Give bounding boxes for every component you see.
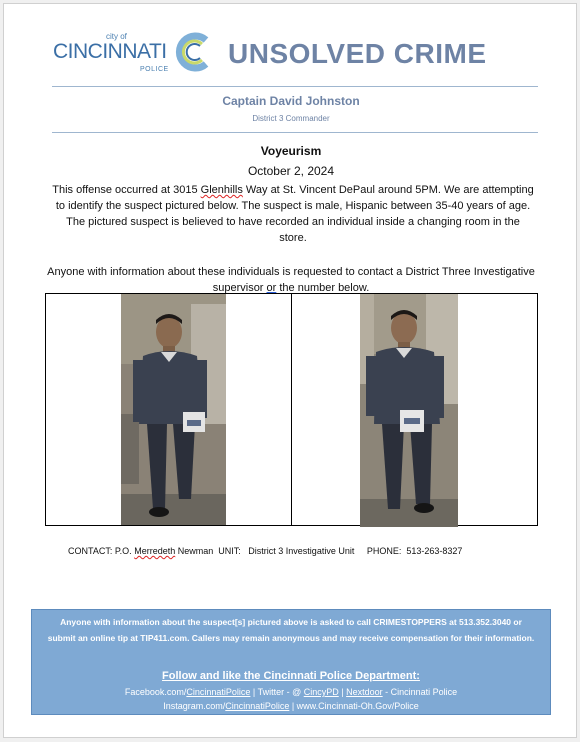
follow-heading: Follow and like the Cincinnati Police Department: (162, 670, 420, 682)
captain-name: Captain David Johnston (222, 94, 360, 108)
instagram-link[interactable]: CincinnatiPolice (225, 701, 290, 711)
logo-dept-text: POLICE (140, 66, 169, 73)
flyer-header (48, 30, 538, 82)
contact-officer-last: Newman (177, 546, 214, 556)
appeal-text-c: the number below. (276, 282, 370, 294)
appeal-text-a: Anyone with information about these individuals is requested to contact a District Three Investigative supervisor (47, 266, 535, 294)
contact-label: CONTACT: P.O. (68, 546, 132, 556)
contact-line (68, 546, 462, 556)
contact-phone: 513-263-8327 (406, 546, 463, 556)
appeal-text-or: or (266, 282, 277, 294)
crimestoppers-message: Anyone with information about the suspect[s] pictured above is asked to call CRIMESTOPPERS at 513.352.3040 or submit an online tip at TIP411.com. Callers may remain anonymous and may receive compensation for their information. (47, 617, 535, 643)
suspect-photos-table (45, 293, 538, 526)
contact-unit-label: UNIT: (218, 546, 241, 556)
flyer-page (3, 3, 577, 738)
facebook-link[interactable]: CincinnatiPolice (186, 687, 251, 697)
twitter-prefix: | Twitter - @ (250, 687, 304, 697)
social-links-line-1 (32, 687, 550, 697)
header-divider-top (52, 86, 538, 87)
instagram-prefix: Instagram.com/ (163, 701, 226, 711)
contact-officer-first: Merredeth (134, 546, 176, 556)
cincinnati-c-logo-icon (172, 30, 216, 74)
logo-city-text: city of (106, 32, 127, 41)
social-separator: | (338, 687, 347, 697)
contact-unit: District 3 Investigative Unit (248, 546, 355, 556)
offense-description (52, 182, 534, 246)
header-divider-bottom (52, 132, 538, 133)
website-link[interactable]: | www.Cincinnati-Oh.Gov/Police (289, 701, 419, 711)
social-links-line-2 (32, 701, 550, 711)
description-street-name: Glenhills (200, 184, 243, 196)
suspect-photo-1 (121, 294, 226, 525)
photo-cell-divider (291, 294, 292, 525)
flyer-title: UNSOLVED CRIME (228, 38, 487, 69)
facebook-prefix: Facebook.com/ (124, 687, 187, 697)
information-appeal (44, 264, 538, 296)
description-text-c: Way at St. Vincent DePaul around 5PM. We are attempting to identify the suspect pictured below. The suspect is male, Hispanic between 35-40 years of age. The pictured suspect is believed to have recorded an individual inside a changing room in the store. (55, 184, 534, 244)
suspect-photo-2 (360, 294, 458, 527)
description-text-a: This offense occurred at 3015 (52, 184, 201, 196)
nextdoor-link[interactable]: Nextdoor (346, 687, 383, 697)
offense-date: October 2, 2024 (247, 164, 335, 178)
offense-type: Voyeurism (260, 144, 322, 158)
crimestoppers-banner (31, 609, 551, 715)
nextdoor-suffix: - Cincinnati Police (382, 687, 458, 697)
contact-phone-label: PHONE: (366, 546, 402, 556)
twitter-link[interactable]: CincyPD (303, 687, 339, 697)
commander-title: District 3 Commander (252, 114, 330, 123)
logo-name-text: CINCINNATI (53, 40, 167, 63)
